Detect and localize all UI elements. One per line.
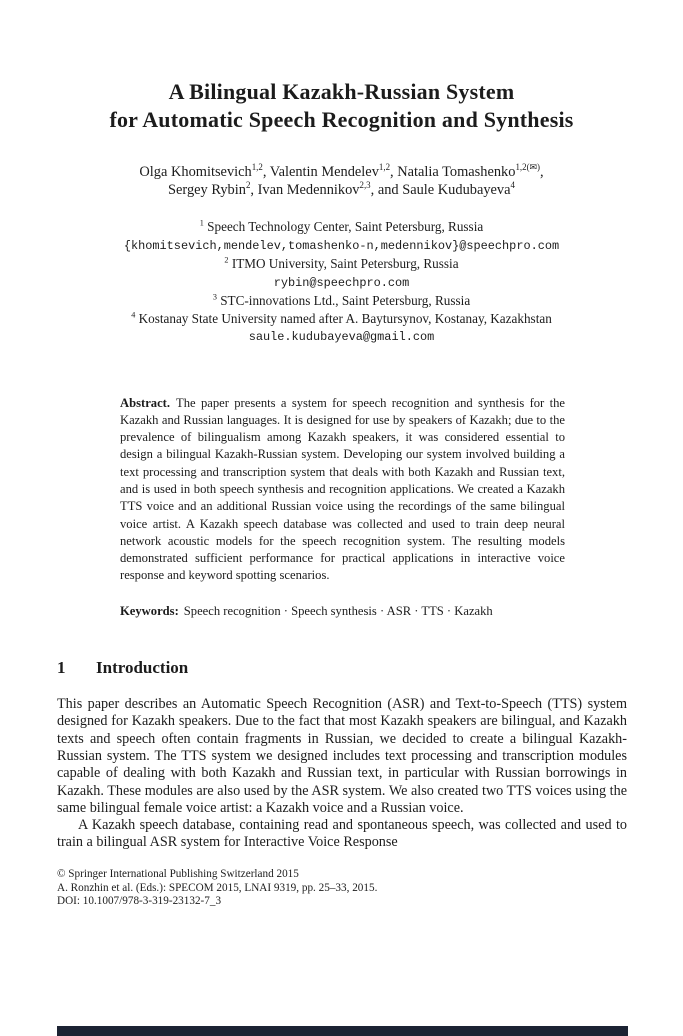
footer-citation: A. Ronzhin et al. (Eds.): SPECOM 2015, LNAI 9319, pp. 25–33, 2015.: [57, 881, 378, 894]
text-line: Sergey Rybin$^2$, Ivan Medennikov$^{2,3}$, and Saule Kudubayeva$^4$: [168, 179, 515, 198]
abstract-section: [120, 395, 565, 585]
paper-title-line-2: for Automatic Speech Recognition and Synthesis: [109, 107, 574, 132]
section-title: Introduction: [96, 658, 189, 678]
affiliation-list: [30, 218, 653, 347]
text-line: $^4$ Kostanay State University named after A. Baytursynov, Kostanay, Kazakhstan: [131, 310, 552, 326]
text-line: rybin@speechpro.com: [273, 275, 410, 290]
body-paragraph-1: This paper describes an Automatic Speech Recognition (ASR) and Text-to-Speech (TTS) system designed for Kazakh speakers. Due to the fact that most Kazakh speakers are bilingual, and Kazakh texts and speech often contain fragments in Russian, we decided to create a bilingual Kazakh-Russian system. The TTS system we designed includes text processing and transcription modules capable of dealing with both Kazakh and Russian text, in particular with Russian borrowings in Kazakh. These modules are also used by the ASR system. We also created two TTS voices using the same bilingual female voice artist: a Kazakh voice and a Russian voice.: [57, 696, 627, 816]
body-paragraph-2: A Kazakh speech database, containing read and spontaneous speech, was collected and used to train a bilingual ASR system for Interactive Voice Response: [57, 817, 627, 851]
abstract-text: The paper presents a system for speech recognition and synthesis for the Kazakh and Russian languages. It is designed for use by speakers of Kazakh; due to the prevalence of bilingualism among Kazakh speakers, it was considered essential to design a bilingual Kazakh-Russian system. Developing our system involved building a text processing and transcription system that deals with both Kazakh and Russian text, and is used in both speech synthesis and recognition applications. We created a Kazakh TTS voice and an additional Russian voice using the recordings of the same bilingual voice artist. A Kazakh speech database was collected and used to train deep neural network acoustic models for the speech recognition system. The resulting models demonstrated sufficient performance for practical applications in interactive voice response and keyword spotting scenarios.: [120, 395, 565, 583]
footer-copyright: © Springer International Publishing Switzerland 2015: [57, 867, 299, 880]
section-heading-introduction: [57, 656, 626, 679]
text-line: $^3$ STC-innovations Ltd., Saint Petersburg, Russia: [212, 292, 471, 308]
text-line: $^1$ Speech Technology Center, Saint Petersburg, Russia: [199, 218, 484, 234]
section-number: 1: [57, 658, 66, 678]
abstract-label: Abstract.: [120, 395, 171, 410]
text-line: Olga Khomitsevich$^{1,2}$, Valentin Mendelev$^{1,2}$, Natalia Tomashenko$^{1,2(✉)}$,: [139, 162, 544, 180]
bottom-dark-strip: [57, 1026, 628, 1036]
footer-doi: DOI: 10.1007/978-3-319-23132-7_3: [57, 895, 222, 908]
keywords-text: Speech recognition · Speech synthesis · ASR · TTS · Kazakh: [183, 603, 493, 618]
author-list: [40, 164, 643, 199]
page-footer: [57, 868, 627, 909]
paper-title: [30, 78, 653, 134]
text-line: {khomitsevich,mendelev,tomashenko-n,medennikov}@speechpro.com: [123, 238, 560, 253]
paper-title-line-1: A Bilingual Kazakh-Russian System: [168, 79, 515, 104]
keywords-label: Keywords:: [120, 603, 179, 618]
text-line: $^2$ ITMO University, Saint Petersburg, Russia: [224, 255, 459, 271]
text-line: saule.kudubayeva@gmail.com: [248, 330, 435, 344]
keywords-section: [120, 603, 565, 620]
